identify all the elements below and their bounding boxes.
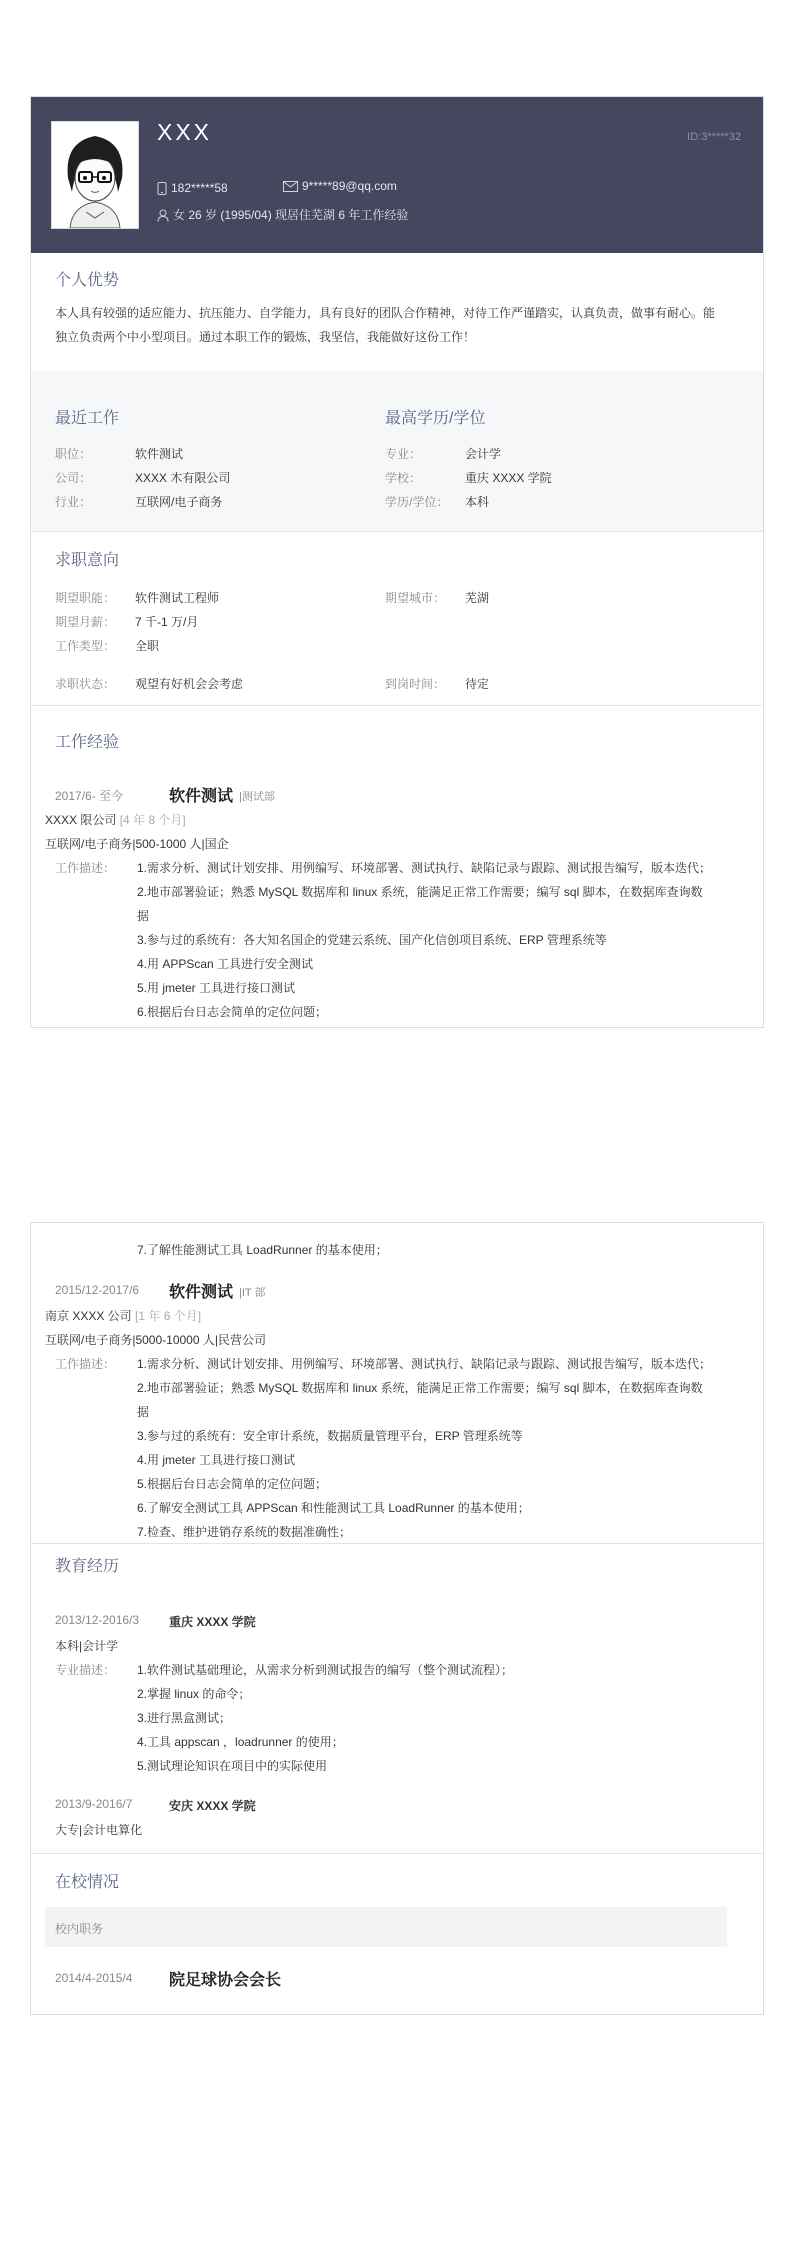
job-desc-item: 4.用 APPScan 工具进行安全测试 <box>137 957 314 971</box>
basic-info: 女 26 岁 (1995/04) 现居住芜湖 6 年工作经验 <box>173 208 409 222</box>
phone-number: 182*****58 <box>171 181 228 195</box>
job-desc-item: 2.地市部署验证；熟悉 MySQL 数据库和 linux 系统，能满足正常工作需要；编写 sql 脚本，在数据库查询数 <box>137 1381 703 1395</box>
email-line <box>283 179 397 193</box>
intent-salary: 7 千-1 万/月 <box>135 615 199 629</box>
intent-job-label: 期望职能： <box>55 591 116 605</box>
email-address: 9*****89@qq.com <box>302 179 397 193</box>
job-duration: [1 年 6 个月] <box>135 1309 202 1323</box>
advantage-line: 独立负责两个中小型项目。通过本职工作的锻炼，我坚信，我能做好这份工作！ <box>55 330 476 344</box>
major-label: 专业： <box>385 447 422 461</box>
section-title-campus: 在校情况 <box>55 1874 120 1891</box>
intent-city: 芜湖 <box>465 591 490 605</box>
campus-role: 院足球协会会长 <box>169 1972 282 1989</box>
job-date: 2017/6- 至今 <box>55 789 124 803</box>
avatar <box>51 121 139 229</box>
divider <box>31 531 763 532</box>
section-title-top-education: 最高学历/学位 <box>385 410 486 427</box>
advantage-text <box>55 301 741 349</box>
divider <box>31 705 763 706</box>
job-meta: 互联网/电子商务|500-1000 人|国企 <box>45 837 229 851</box>
job-date: 2015/12-2017/6 <box>55 1283 140 1297</box>
job-desc-item: 5.根据后台日志会简单的定位问题； <box>137 1477 328 1491</box>
recent-position: 软件测试 <box>135 447 184 461</box>
resume-id: ID:3*****32 <box>687 131 741 143</box>
job-desc-item: 5.用 jmeter 工具进行接口测试 <box>137 981 296 995</box>
edu-desc-item: 2.掌握 linux 的命令； <box>137 1687 251 1701</box>
edu-desc-item: 4.工具 appscan ，loadrunner 的使用； <box>137 1735 344 1749</box>
job-duration: [4 年 8 个月] <box>119 813 186 827</box>
section-title-education: 教育经历 <box>55 1558 120 1575</box>
campus-role-bar <box>45 1907 727 1947</box>
edu-school: 安庆 XXXX 学院 <box>169 1799 256 1813</box>
intent-job: 软件测试工程师 <box>135 591 220 605</box>
edu-meta: 大专|会计电算化 <box>55 1823 143 1837</box>
job-desc-item: 6.了解安全测试工具 APPScan 和性能测试工具 LoadRunner 的基本使用； <box>137 1501 530 1515</box>
recent-company-label: 公司： <box>55 471 92 485</box>
job-desc-item: 3.参与过的系统有：各大知名国企的党建云系统、国产化信创项目系统、ERP 管理系统等 <box>137 933 607 947</box>
edu-meta: 本科|会计学 <box>55 1639 119 1653</box>
divider <box>31 1543 763 1544</box>
job-company: XXXX 限公司 <box>45 813 117 827</box>
job-company-line <box>45 1307 201 1324</box>
section-title-advantage: 个人优势 <box>55 272 120 289</box>
basic-info-line <box>157 206 408 223</box>
campus-date: 2014/4-2015/4 <box>55 1971 133 1985</box>
intent-type-label: 工作类型： <box>55 639 116 653</box>
edu-date: 2013/9-2016/7 <box>55 1797 133 1811</box>
job-company-line <box>45 811 186 828</box>
job-desc-item: 7.了解性能测试工具 LoadRunner 的基本使用； <box>137 1243 388 1257</box>
recent-industry: 互联网/电子商务 <box>135 495 223 509</box>
major-value: 会计学 <box>465 447 502 461</box>
job-desc-item: 1.需求分析、测试计划安排、用例编写、环境部署、测试执行、缺陷记录与跟踪、测试报告编写，版本迭代； <box>137 861 712 875</box>
job-company: 南京 XXXX 公司 <box>45 1309 132 1323</box>
phone-icon <box>157 182 167 195</box>
resume-page-2 <box>30 1222 764 2015</box>
edu-school: 重庆 XXXX 学院 <box>169 1615 256 1629</box>
intent-status: 观望有好机会会考虑 <box>135 677 244 691</box>
recent-position-label: 职位： <box>55 447 92 461</box>
intent-arrive: 待定 <box>465 677 490 691</box>
job-title: 软件测试 <box>169 1284 234 1301</box>
section-title-work: 工作经验 <box>55 734 120 751</box>
mail-icon <box>283 181 298 192</box>
intent-type: 全职 <box>135 639 160 653</box>
degree-label: 学历/学位： <box>385 495 449 509</box>
job-desc-item: 7.检查、维护进销存系统的数据准确性； <box>137 1525 352 1539</box>
job-desc-item: 据 <box>137 909 150 923</box>
degree-value: 本科 <box>465 495 490 509</box>
intent-status-label: 求职状态： <box>55 677 116 691</box>
section-title-recent-work: 最近工作 <box>55 410 120 427</box>
job-desc-item: 3.参与过的系统有：安全审计系统，数据质量管理平台，ERP 管理系统等 <box>137 1429 523 1443</box>
edu-date: 2013/12-2016/3 <box>55 1613 140 1627</box>
edu-desc-item: 3.进行黑盒测试； <box>137 1711 232 1725</box>
divider <box>31 1853 763 1854</box>
job-desc-item: 2.地市部署验证；熟悉 MySQL 数据库和 linux 系统，能满足正常工作需要；编写 sql 脚本，在数据库查询数 <box>137 885 703 899</box>
job-desc-label: 工作描述： <box>55 1357 116 1371</box>
recent-company: XXXX 木有限公司 <box>135 471 231 485</box>
edu-desc-label: 专业描述： <box>55 1663 116 1677</box>
person-icon <box>157 209 169 222</box>
section-title-intent: 求职意向 <box>55 552 120 569</box>
job-meta: 互联网/电子商务|5000-10000 人|民营公司 <box>45 1333 266 1347</box>
resume-header <box>31 97 763 253</box>
job-desc-item: 6.根据后台日志会简单的定位问题； <box>137 1005 328 1019</box>
school-value: 重庆 XXXX 学院 <box>465 471 552 485</box>
phone-line <box>157 181 228 195</box>
job-department: |测试部 <box>239 791 275 803</box>
edu-desc-item: 5.测试理论知识在项目中的实际使用 <box>137 1759 328 1773</box>
campus-role-bar-label: 校内职务 <box>55 1922 104 1936</box>
intent-arrive-label: 到岗时间： <box>385 677 446 691</box>
job-desc-item: 4.用 jmeter 工具进行接口测试 <box>137 1453 296 1467</box>
job-desc-item: 1.需求分析、测试计划安排、用例编写、环境部署、测试执行、缺陷记录与跟踪、测试报告编写，版本迭代； <box>137 1357 712 1371</box>
intent-city-label: 期望城市： <box>385 591 446 605</box>
job-department: |IT 部 <box>239 1287 266 1299</box>
candidate-name: XXX <box>157 119 213 145</box>
job-title: 软件测试 <box>169 788 234 805</box>
school-label: 学校： <box>385 471 422 485</box>
edu-desc-item: 1.软件测试基础理论，从需求分析到测试报告的编写（整个测试流程）； <box>137 1663 514 1677</box>
job-desc-label: 工作描述： <box>55 861 116 875</box>
job-desc-item: 据 <box>137 1405 150 1419</box>
avatar-illustration <box>52 122 138 228</box>
advantage-line: 本人具有较强的适应能力、抗压能力、自学能力，具有良好的团队合作精神，对待工作严谨踏实，认真负责，做事有耐心。能 <box>55 306 716 320</box>
resume-page-1 <box>30 96 764 1028</box>
intent-salary-label: 期望月薪： <box>55 615 116 629</box>
recent-industry-label: 行业： <box>55 495 92 509</box>
